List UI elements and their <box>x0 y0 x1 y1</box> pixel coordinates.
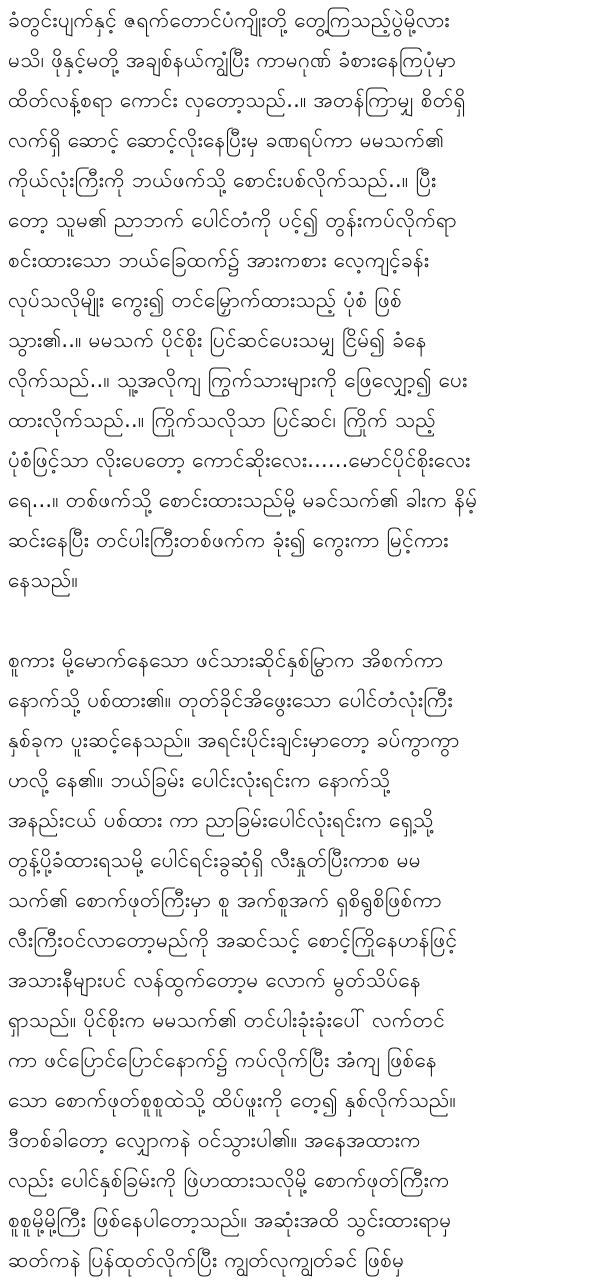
paragraph-2-line-6: တွန့်ပို့ခံထားရသမို့ ပေါင်ရင်းခွဆုံရှိ လီးနှုတ်ပြီးကာစ မမ <box>8 848 421 872</box>
paragraph-1-line-5: ကိုယ်လုံးကြီးကို ဘယ်ဖက်သို့ စောင်းပစ်လိုက်သည်..။ ပြီး <box>8 168 437 192</box>
paragraph-2-line-9: အသားနီများပင် လန်ထွက်တော့မ လောက် မွတ်သိပ်နေ <box>8 968 421 992</box>
paragraph-2-line-3: နှစ်ခုက ပူးဆင့်နေသည်။ အရင်းပိုင်းချင်းမှာတော့ ခပ်ကွာကွာ <box>8 728 460 752</box>
paragraph-1-line-6: တော့ သူမ၏ ညာဘက် ပေါင်တံကို ပင့်၍ တွန်းကပ်လိုက်ရာ <box>8 208 457 232</box>
paragraph-1-line-2: မသိ၊ ဖိုနှင့်မတို့ အချစ်နယ်ကျွံပြီး ကာမဂုဏ် ခံစားနေကြပုံမှာ <box>8 48 457 72</box>
paragraph-2-line-11: ကာ ဖင်ပြောင်ပြောင်နောက်၌ ကပ်လိုက်ပြီး အံကျ ဖြစ်နေ <box>8 1048 437 1072</box>
paragraph-2-line-1: စူကား မို့မောက်နေသော ဖင်သားဆိုင်နှစ်မြွာက အိစက်ကာ <box>8 648 444 672</box>
paragraph-2-line-10: ရှာသည်။ ပိုင်စိုးက မမသက်၏ တင်ပါးခုံးခုံးပေါ် လက်တင် <box>8 1008 446 1032</box>
paragraph-1-line-4: လက်ရှိ ဆောင့် ဆောင့်လိုးနေပြီးမှ ခဏရပ်ကာ မမသက်၏ <box>8 128 445 152</box>
paragraph-2-line-5: အနည်းငယ် ပစ်ထား ကာ ညာခြမ်းပေါင်လုံးရင်းက ရှေ့သို့ <box>8 808 434 832</box>
paragraph-1-line-13: ရေ...။ တစ်ဖက်သို့ စောင်းထားသည်မို့ မခင်သက်၏ ခါးက နိမ့် <box>8 488 478 512</box>
paragraph-1-line-7: စင်းထားသော ဘယ်ခြေထက်၌ အားကစား လေ့ကျင့်ခန်း <box>8 248 430 272</box>
paragraph-1-line-11: ထားလိုက်သည်..။ ကြိုက်သလိုသာ ပြင်ဆင်၊ ကြိုက် သည့် <box>8 408 436 432</box>
paragraph-2-line-12: သော စောက်ဖုတ်စူစူထဲသို့ ထိပ်ဖူးကို တေ့၍ နှစ်လိုက်သည်။ <box>8 1088 457 1112</box>
paragraph-1-line-3: ထိတ်လန့်စရာ ကောင်း လှတော့သည်..။ အတန်ကြာမျှ စိတ်ရှိ <box>8 88 466 112</box>
paragraph-1-line-12: ပုံစံဖြင့်သာ လိုးပေတော့ ကောင်ဆိုးလေး......မောင်ပိုင်စိုးလေး <box>8 448 471 472</box>
paragraph-1-line-8: လုပ်သလိုမျိုး ကွေး၍ တင်မြှောက်ထားသည့် ပုံစံ ဖြစ် <box>8 288 403 312</box>
paragraph-1-line-15: နေသည်။ <box>8 568 79 592</box>
paragraph-2-line-14: လည်း ပေါင်နှစ်ခြမ်းကို ဖြဲဟထားသလိုမို့ စောက်ဖုတ်ကြီးက <box>8 1168 450 1192</box>
paragraph-1-line-9: သွား၏..။ မမသက် ပိုင်စိုး ပြင်ဆင်ပေးသမျှ ငြိမ်၍ ခံနေ <box>8 328 427 352</box>
paragraph-2-line-2: နောက်သို့ ပစ်ထား၏။ တုတ်ခိုင်အိဖွေးသော ပေါင်တံလုံးကြီး <box>8 688 453 712</box>
paragraph-2-line-8: လီးကြီးဝင်လာတော့မည်ကို အဆင်သင့် စောင့်ကြိုနေဟန်ဖြင့် <box>8 928 458 952</box>
paragraph-2-line-7: သက်၏ စောက်ဖုတ်ကြီးမှာ စူ အက်စူအက် ရှစိရွစိဖြစ်ကာ <box>8 888 442 912</box>
paragraph-1-line-10: လိုက်သည်..။ သူ့အလိုကျ ကြွက်သားများကို ဖြေလျှော့၍ ပေး <box>8 368 468 392</box>
paragraph-2-line-15: စူစူမို့မို့ကြီး ဖြစ်နေပါတော့သည်။ အဆုံးအထိ သွင်းထားရာမှ <box>8 1208 452 1232</box>
paragraph-1-line-14: ဆင်းနေပြီး တင်ပါးကြီးတစ်ဖက်က ခုံး၍ ကွေးကာ မြင့်ကား <box>8 528 449 552</box>
paragraph-2-line-16: ဆတ်ကနဲ ပြန်ထုတ်လိုက်ပြီး ကျွတ်လုကျွတ်ခင် ဖြစ်မှ <box>8 1248 405 1272</box>
paragraph-2-line-13: ဒီတစ်ခါတော့ လျှောကနဲ ဝင်သွားပါ၏။ အနေအထားက <box>8 1128 421 1152</box>
paragraph-1-line-1: ခံတွင်းပျက်နှင့် ဇရက်တောင်ပံကျိုးတို့ တွေ့ကြသည့်ပွဲမို့လား <box>8 8 450 32</box>
paragraph-2-line-4: ဟလို့ နေ၏။ ဘယ်ခြမ်း ပေါင်းလုံးရင်းက နောက်သို့ <box>8 768 391 792</box>
